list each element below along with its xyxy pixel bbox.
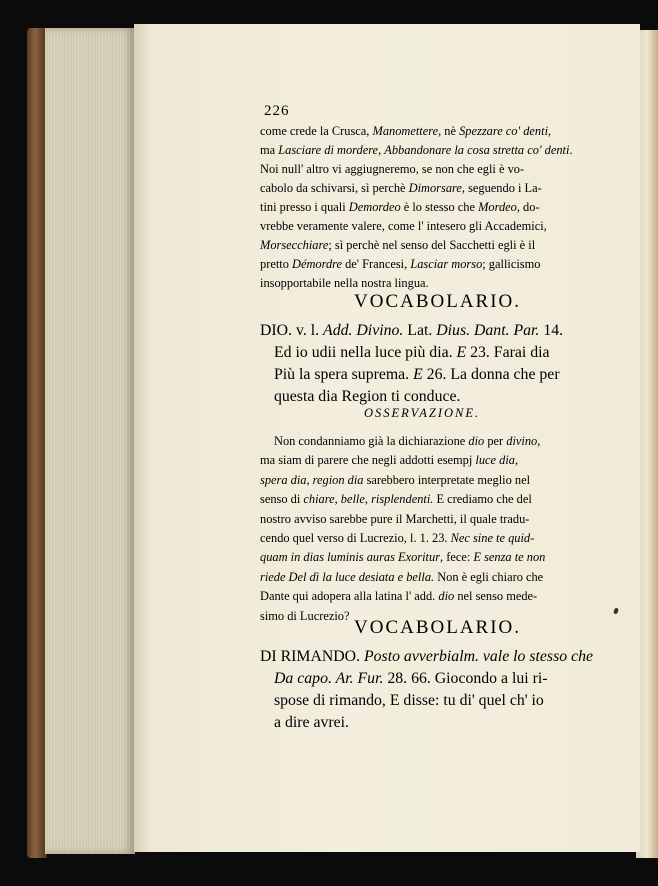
text-run: simo di Lucrezio? — [260, 608, 350, 623]
text-run: vrebbe veramente valere, come l' intesero gli Accademici, — [260, 219, 547, 233]
text-run: Non è egli chiaro che — [434, 569, 544, 584]
text-run: sarebbero interpretate meglio nel — [363, 472, 531, 487]
text-run: è lo stesso che — [400, 200, 479, 214]
italic-text: Mordeo — [478, 200, 517, 214]
paragraph-osservazione — [260, 432, 608, 626]
text-run: , — [378, 143, 385, 157]
text-run: , do- — [516, 200, 540, 214]
text-run: , — [364, 492, 372, 507]
text-run: , seguendo i La- — [461, 181, 542, 195]
text-run: , — [514, 453, 519, 468]
text-line — [274, 712, 600, 734]
italic-text: risplendenti. — [371, 492, 434, 507]
text-line — [260, 320, 608, 342]
text-line — [260, 217, 610, 236]
text-run: come crede la Crusca, — [260, 124, 373, 138]
italic-text: Nec sine te quid- — [450, 531, 535, 546]
italic-text: divino — [506, 434, 538, 448]
italic-text: chiare — [303, 492, 335, 507]
italic-text: Posto avverbialm. vale lo stesso che — [364, 648, 594, 665]
italic-text: Manomettere — [372, 124, 439, 138]
italic-text: quam in dias luminis auras Exoritur — [260, 550, 441, 565]
text-line — [260, 255, 610, 274]
italic-text: riede Del dì la luce desiata e bella. — [260, 569, 435, 584]
text-run: Più la spera suprema. — [274, 366, 414, 383]
text-run: 26. La donna che per — [422, 366, 560, 383]
text-run: nel senso mede- — [454, 589, 538, 604]
text-line — [274, 668, 600, 690]
text-run: nostro avviso sarebbe pure il Marchetti, il quale tradu- — [260, 511, 530, 526]
text-run: DI RIMANDO. — [260, 648, 364, 665]
text-line — [260, 646, 600, 668]
text-run: ma — [260, 143, 279, 157]
italic-text: belle — [340, 492, 365, 507]
text-line — [274, 342, 608, 364]
heading-osservazione: OSSERVAZIONE. — [364, 406, 481, 420]
text-line — [260, 141, 610, 160]
text-line — [274, 364, 608, 386]
text-run: , fece: — [440, 550, 474, 565]
page-edges — [45, 28, 135, 854]
italic-text: Dius. Dant. Par. — [436, 322, 540, 339]
italic-text: Lasciare di mordere — [278, 143, 379, 157]
italic-text: E senza te non — [473, 550, 546, 565]
italic-text: region dia — [312, 472, 364, 487]
text-line — [260, 432, 608, 451]
heading-vocabolario-2: VOCABOLARIO. — [354, 617, 522, 638]
italic-text: Démordre — [292, 257, 343, 271]
text-line — [260, 490, 608, 509]
entry-di-rimando — [260, 646, 600, 734]
text-line — [260, 179, 610, 198]
paragraph-crusca — [260, 122, 610, 293]
text-line — [260, 587, 608, 606]
text-run: 28. 66. Giocondo a lui ri- — [383, 670, 548, 687]
text-run: de' Francesi, — [342, 257, 411, 271]
text-run: 23. Farai dia — [466, 344, 550, 361]
text-run: DIO. v. l. — [260, 322, 324, 339]
text-run: ; gallicismo — [482, 257, 541, 271]
text-line — [260, 122, 610, 141]
text-run: , — [334, 492, 341, 507]
italic-text: dio — [438, 589, 455, 604]
italic-text: Abbandonare la cosa stretta co' denti — [384, 143, 570, 157]
text-line — [260, 160, 610, 179]
text-run: , — [537, 434, 541, 448]
text-run: E crediamo che del — [433, 492, 532, 507]
book-cover-left — [27, 28, 47, 858]
italic-text: Demordeo — [348, 200, 401, 214]
text-run: tini presso i quali — [260, 200, 349, 214]
text-line — [274, 386, 608, 408]
text-run: ; sì perchè nel senso del Sacchetti egli è il — [328, 238, 536, 252]
text-line — [274, 690, 600, 712]
text-line — [260, 510, 608, 529]
text-line — [260, 236, 610, 255]
text-line — [260, 548, 608, 567]
text-run: senso di — [260, 492, 304, 507]
text-run: spose di rimando, E disse: tu di' quel ch' io — [274, 692, 544, 709]
text-line — [260, 198, 610, 217]
italic-text: spera dia — [260, 472, 307, 487]
heading-vocabolario-1: VOCABOLARIO. — [354, 291, 522, 312]
text-run: insopportabile nella nostra lingua. — [260, 276, 429, 290]
text-run: Lat. — [403, 322, 437, 339]
text-run: Noi null' altro vi aggiugneremo, se non che egli è vo- — [260, 162, 525, 176]
text-run: pretto — [260, 257, 292, 271]
text-run: cendo quel verso di Lucrezio, l. 1. 23. — [260, 531, 451, 546]
italic-text: Spezzare co' denti — [459, 124, 549, 138]
text-run: questa dia Region ti conduce. — [274, 388, 461, 405]
text-run: Non condanniamo già la dichiarazione — [274, 434, 469, 448]
italic-text: Add. Divino. — [323, 322, 404, 339]
text-run: , — [548, 124, 552, 138]
italic-text: Dimorsare — [408, 181, 462, 195]
italic-text: dio — [468, 434, 485, 448]
entry-dio — [260, 320, 608, 408]
text-run: cabolo da schivarsi, sì perchè — [260, 181, 409, 195]
text-line — [260, 529, 608, 548]
text-run: per — [484, 434, 507, 448]
italic-text: Da capo. Ar. Fur. — [274, 670, 384, 687]
italic-text: E — [456, 344, 467, 361]
text-line — [260, 568, 608, 587]
text-run: . — [569, 143, 573, 157]
text-run: ma siam di parere che negli addotti esempj — [260, 453, 476, 468]
text-run: , nè — [438, 124, 460, 138]
text-run: Dante qui adopera alla latina l' add. — [260, 589, 439, 604]
page-number: 226 — [264, 103, 290, 119]
text-line — [260, 451, 608, 470]
italic-text: Morsecchiare — [260, 238, 329, 252]
italic-text: luce dia — [475, 453, 515, 468]
text-line — [260, 471, 608, 490]
text-run: 14. — [539, 322, 564, 339]
italic-text: Lasciar morso — [410, 257, 483, 271]
text-run: , — [306, 472, 313, 487]
text-run: Ed io udii nella luce più dia. — [274, 344, 457, 361]
italic-text: E — [413, 366, 423, 383]
text-run: a dire avrei. — [274, 714, 349, 731]
